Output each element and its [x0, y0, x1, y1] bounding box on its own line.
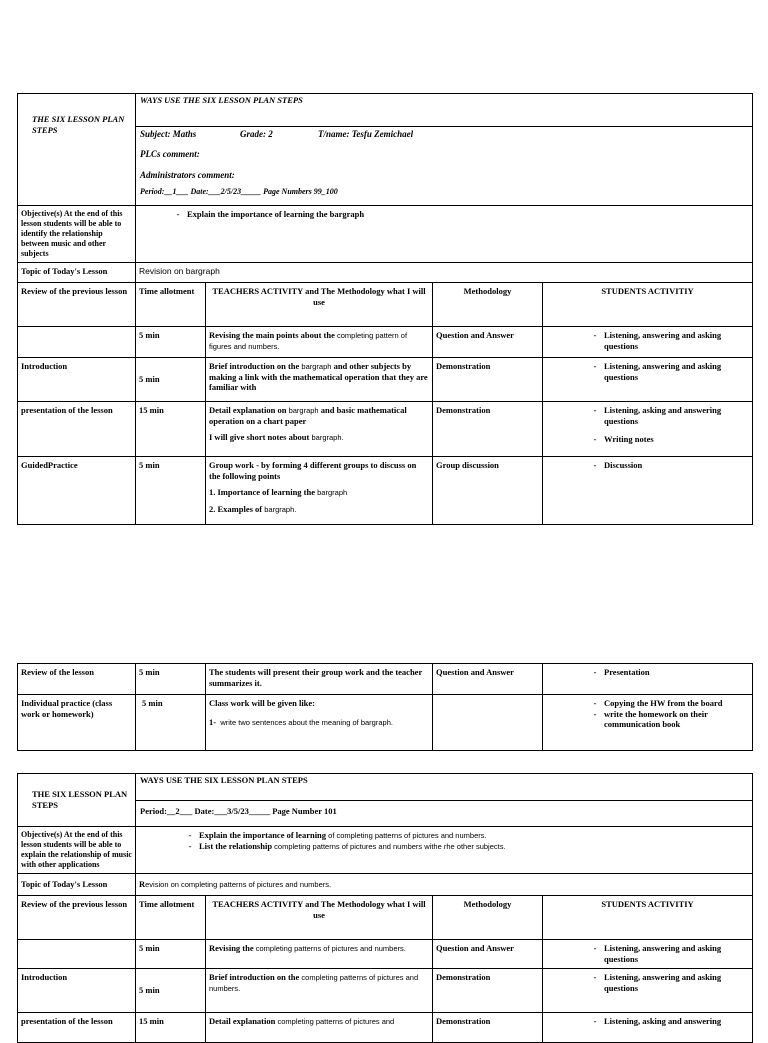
lesson-plan-table-3	[17, 773, 753, 1043]
method-cell: Question and Answer	[433, 327, 543, 358]
teacher-activity-cell: Detail explanation completing patterns of pictures and	[206, 1013, 433, 1043]
objective-item: List the relationship completing patterns of pictures and numbers withe rhe other subjects.	[199, 840, 506, 851]
header-teacher: TEACHERS ACTIVITY and The Methodology what I will use	[206, 283, 433, 327]
objective-cell: - Explain the importance of learning the bargraph	[136, 206, 753, 263]
topic-label: Topic of Today's Lesson	[18, 263, 136, 283]
header-method: Methodology	[433, 283, 543, 327]
method-cell	[433, 695, 543, 751]
step-cell: Individual practice (class work or homework)	[18, 695, 136, 751]
teacher-activity-cell: Detail explanation on bargraph and basic mathematical operation on a chart paper I will give short notes about bargraph.	[206, 402, 433, 457]
header-students: STUDENTS ACTIVITIY	[543, 896, 753, 940]
method-cell: Demonstration	[433, 969, 543, 1013]
students-cell: - Listening, answering and asking questions	[543, 358, 753, 402]
time-cell: 5 min	[136, 327, 206, 358]
topic-label: Topic of Today's Lesson	[18, 874, 136, 896]
grade-label: Grade: 2	[240, 129, 273, 139]
time-cell: 5 min	[136, 969, 206, 1013]
method-cell: Demonstration	[433, 358, 543, 402]
teacher-activity-cell: Class work will be given like: 1- write two sentences about the meaning of bargraph.	[206, 695, 433, 751]
teacher-activity-cell: Revising the completing patterns of pictures and numbers.	[206, 940, 433, 969]
objective-label: Objective(s) At the end of this lesson students will be able to explain the relationship of music with other applications	[18, 827, 136, 874]
students-cell: - Discussion	[543, 457, 753, 525]
step-cell	[18, 940, 136, 969]
method-cell: Group discussion	[433, 457, 543, 525]
students-cell: - Copying the HW from the board - write the homework on their communication book	[543, 695, 753, 751]
review-prev-label: Review of the previous lesson	[18, 896, 136, 940]
students-cell: - Presentation	[543, 664, 753, 695]
teacher-activity-cell: Revising the main points about the completing pattern of figures and numbers.	[206, 327, 433, 358]
method-cell: Question and Answer	[433, 940, 543, 969]
table-row	[18, 327, 753, 358]
plan-header-cell	[136, 94, 753, 206]
lesson-plan-table-2	[17, 663, 753, 751]
plan-title: THE SIX LESSON PLAN STEPS	[32, 114, 125, 135]
header-teacher: TEACHERS ACTIVITY and The Methodology what I will use	[206, 896, 433, 940]
time-cell: 5 min	[136, 664, 206, 695]
table-row	[18, 969, 753, 1013]
teacher-activity-cell: Brief introduction on the completing patterns of pictures and numbers.	[206, 969, 433, 1013]
topic-value: Revision on bargraph	[136, 263, 753, 283]
table-row	[18, 402, 753, 457]
step-cell: Introduction	[18, 358, 136, 402]
step-cell: GuidedPractice	[18, 457, 136, 525]
plan-title: THE SIX LESSON PLAN STEPS	[32, 789, 128, 810]
method-cell: Question and Answer	[433, 664, 543, 695]
header-method: Methodology	[433, 896, 543, 940]
table-row	[18, 940, 753, 969]
topic-value: Revision on completing patterns of pictures and numbers.	[136, 874, 753, 896]
step-cell: presentation of the lesson	[18, 1013, 136, 1043]
table-row	[18, 695, 753, 751]
header-time: Time allotment	[136, 283, 206, 327]
students-cell: - Listening, asking and answering questions - Writing notes	[543, 402, 753, 457]
students-cell: - Listening, answering and asking questions	[543, 327, 753, 358]
lesson-plan-table-1	[17, 93, 753, 525]
students-cell: - Listening, answering and asking questions	[543, 969, 753, 1013]
table-row	[18, 664, 753, 695]
step-cell: Review of the lesson	[18, 664, 136, 695]
time-cell: 5 min	[136, 457, 206, 525]
table-row	[18, 457, 753, 525]
teacher-activity-cell: Group work - by forming 4 different groups to discuss on the following points 1. Importance of learning the bargraph 2. Examples of bargraph.	[206, 457, 433, 525]
step-cell	[18, 327, 136, 358]
objective-label: Objective(s) At the end of this lesson students will be able to identify the relationship between music and other subjects	[18, 206, 136, 263]
plan-title-cell	[18, 94, 136, 206]
ways-title: WAYS USE THE SIX LESSON PLAN STEPS	[136, 94, 752, 127]
students-cell: - Listening, answering and asking questions	[543, 940, 753, 969]
teacher-activity-cell: The students will present their group work and the teacher summarizes it.	[206, 664, 433, 695]
method-cell: Demonstration	[433, 402, 543, 457]
objective-item: Explain the importance of learning the bargraph	[187, 209, 365, 219]
objective-cell: - Explain the importance of learning of completing patterns of pictures and numbers. - List the relationship completing patterns of pictures and numbers withe rhe other subjects.	[136, 827, 753, 874]
ways-title: WAYS USE THE SIX LESSON PLAN STEPS	[136, 774, 752, 801]
plan-title-cell	[18, 774, 136, 827]
time-cell: 5 min	[136, 940, 206, 969]
period-line: Period:__1___ Date:___2/5/23_____ Page Numbers 99_100	[140, 186, 338, 196]
step-cell: presentation of the lesson	[18, 402, 136, 457]
header-students: STUDENTS ACTIVITIY	[543, 283, 753, 327]
time-cell: 15 min	[136, 1013, 206, 1043]
table-row	[18, 358, 753, 402]
review-prev-label: Review of the previous lesson	[18, 283, 136, 327]
subject-label: Subject: Maths	[140, 129, 197, 139]
objective-item: Explain the importance of learning of completing patterns of pictures and numbers.	[199, 830, 487, 840]
plcs-comment-label: PLCs comment:	[140, 149, 200, 160]
teacher-activity-cell: Brief introduction on the bargraph and other subjects by making a link with the mathematical operation that they are familiar with	[206, 358, 433, 402]
header-time: Time allotment	[136, 896, 206, 940]
method-cell: Demonstration	[433, 1013, 543, 1043]
step-cell: Introduction	[18, 969, 136, 1013]
teacher-name-label: T/name: Tesfu Zemichael	[318, 129, 414, 139]
period-line: Period:__2___ Date:___3/5/23_____ Page Number 101	[140, 806, 337, 816]
time-cell: 5 min	[136, 695, 206, 751]
admin-comment-label: Administrators comment:	[140, 169, 235, 180]
time-cell: 5 min	[136, 358, 206, 402]
time-cell: 15 min	[136, 402, 206, 457]
plan-header-cell	[136, 774, 753, 827]
students-cell: - Listening, asking and answering	[543, 1013, 753, 1043]
table-row	[18, 1013, 753, 1043]
